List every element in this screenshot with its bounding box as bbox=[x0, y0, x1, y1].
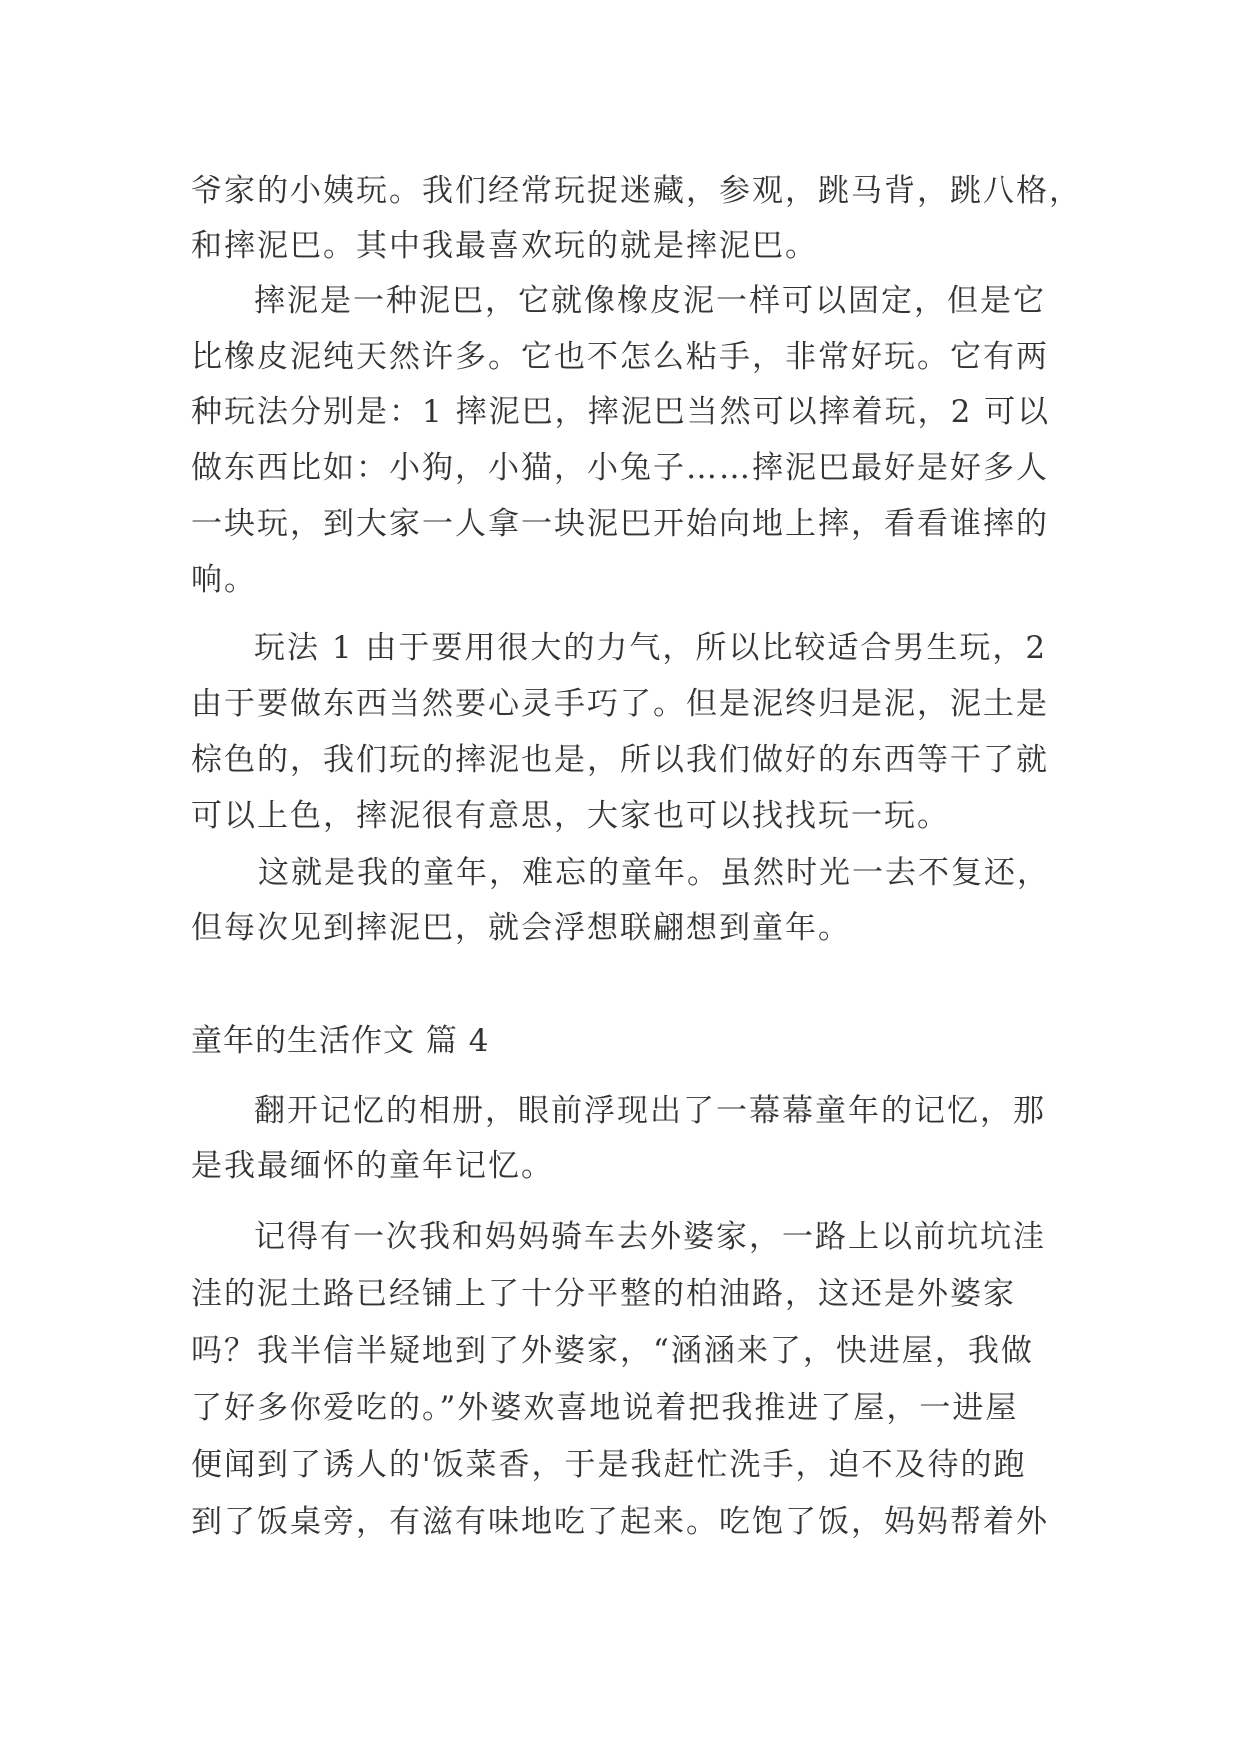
paragraph-line: 但每次见到摔泥巴，就会浮想联翩想到童年。 bbox=[191, 910, 851, 946]
paragraph-line: 一块玩，到大家一人拿一块泥巴开始向地上摔，看看谁摔的 bbox=[191, 506, 1049, 542]
paragraph-line: 这就是我的童年，难忘的童年。虽然时光一去不复还， bbox=[258, 855, 1050, 891]
paragraph-line: 比橡皮泥纯天然许多。它也不怎么粘手，非常好玩。它有两 bbox=[191, 339, 1049, 375]
paragraph-line: 玩法 1 由于要用很大的力气，所以比较适合男生玩，2 bbox=[254, 630, 1048, 666]
paragraph-line: 摔泥是一种泥巴，它就像橡皮泥一样可以固定，但是它 bbox=[254, 283, 1046, 319]
paragraph-line: 种玩法分别是：1 摔泥巴，摔泥巴当然可以摔着玩，2 可以 bbox=[191, 394, 1051, 430]
paragraph-line: 棕色的，我们玩的摔泥也是，所以我们做好的东西等干了就 bbox=[191, 742, 1049, 778]
paragraph-line: 记得有一次我和妈妈骑车去外婆家，一路上以前坑坑洼 bbox=[254, 1219, 1046, 1255]
paragraph-line: 洼的泥土路已经铺上了十分平整的柏油路，这还是外婆家 bbox=[191, 1276, 1016, 1312]
paragraph-line: 吗？我半信半疑地到了外婆家，“涵涵来了，快进屋，我做 bbox=[191, 1333, 1034, 1369]
paragraph-line: 翻开记忆的相册，眼前浮现出了一幕幕童年的记忆，那 bbox=[254, 1093, 1046, 1129]
paragraph-line: 到了饭桌旁，有滋有味地吃了起来。吃饱了饭，妈妈帮着外 bbox=[191, 1504, 1049, 1540]
paragraph-line: 可以上色，摔泥很有意思，大家也可以找找玩一玩。 bbox=[191, 798, 950, 834]
paragraph-line: 响。 bbox=[191, 562, 257, 598]
paragraph-line: 由于要做东西当然要心灵手巧了。但是泥终归是泥，泥土是 bbox=[191, 686, 1049, 722]
paragraph-line: 是我最缅怀的童年记忆。 bbox=[191, 1148, 554, 1184]
paragraph-line: 做东西比如：小狗，小猫，小兔子……摔泥巴最好是好多人 bbox=[191, 450, 1049, 486]
paragraph-line: 了好多你爱吃的。”外婆欢喜地说着把我推进了屋，一进屋 bbox=[191, 1390, 1019, 1426]
paragraph-line: 便闻到了诱人的'饭菜香，于是我赶忙洗手，迫不及待的跑 bbox=[191, 1447, 1027, 1483]
paragraph-line: 和摔泥巴。其中我最喜欢玩的就是摔泥巴。 bbox=[191, 228, 818, 264]
section-title: 童年的生活作文 篇 4 bbox=[191, 1023, 490, 1059]
paragraph-line: 爷家的小姨玩。我们经常玩捉迷藏，参观，跳马背，跳八格， bbox=[191, 173, 1082, 209]
